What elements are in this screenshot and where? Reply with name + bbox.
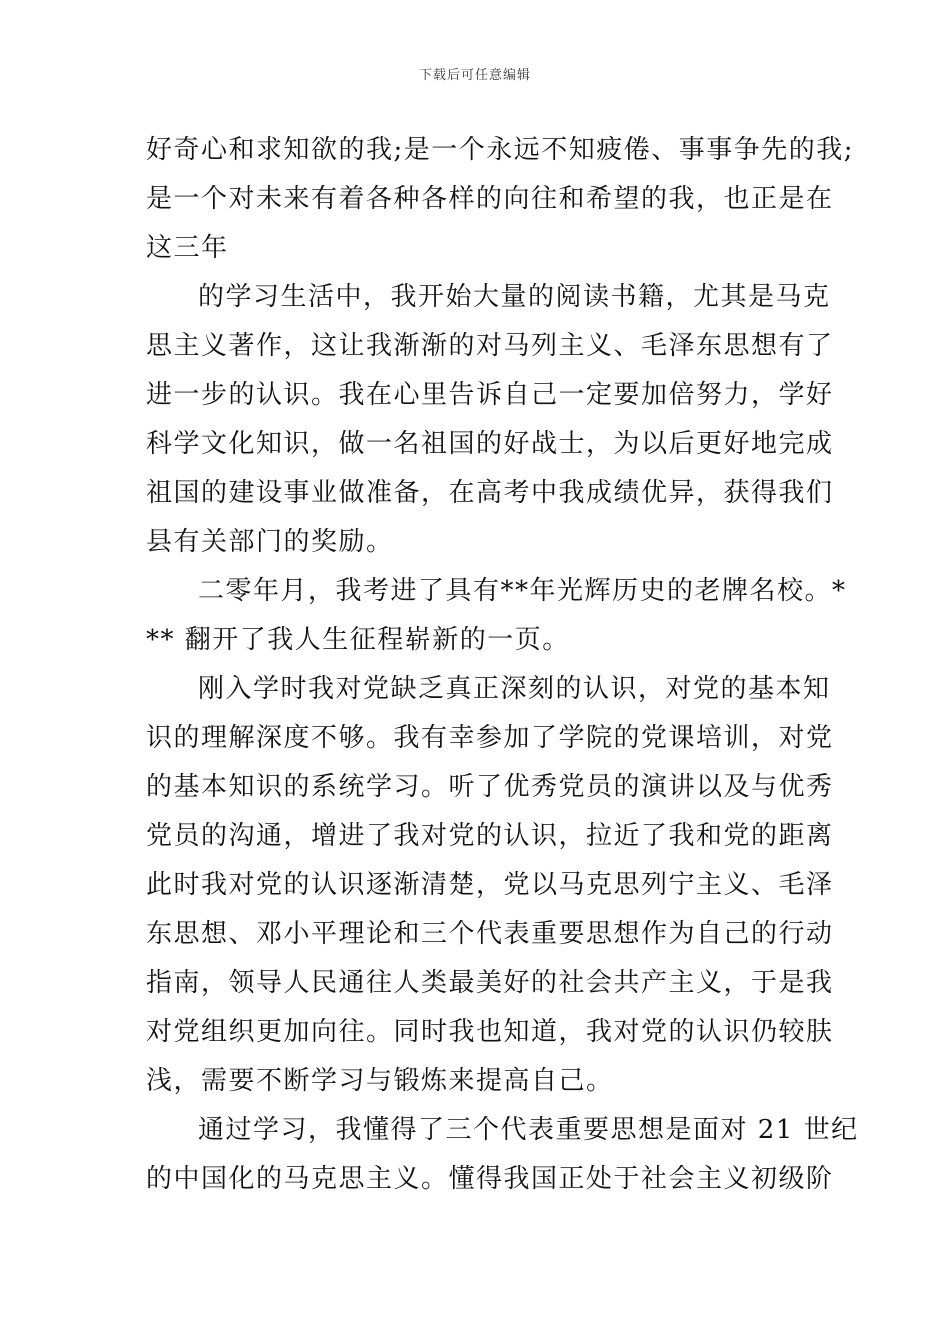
text-line: 对党组织更加向往。同时我也知道，我对党的认识仍较肤 [146,1017,834,1047]
text-line: 进一步的认识。我在心里告诉自己一定要加倍努力，学好 [146,380,834,410]
text-line: 刚入学时我对党缺乏真正深刻的认识，对党的基本知 [198,674,831,704]
text-line: 党员的沟通，增进了我对党的认识，拉近了我和党的距离 [146,821,834,851]
page-header: 下载后可任意编辑 [418,68,531,83]
text-line: 二零年月，我考进了具有**年光辉历史的老牌名校。* [198,576,847,606]
text-line: 县有关部门的奖励。 [146,527,394,557]
document-body [146,126,859,1204]
text-line: 识的理解深度不够。我有幸参加了学院的党课培训，对党 [146,723,834,753]
text-line: ** 翻开了我人生征程崭新的一页。 [146,625,570,655]
text-line: 此时我对党的认识逐渐清楚，党以马克思列宁主义、毛泽 [146,870,834,900]
text-line: 的中国化的马克思主义。懂得我国正处于社会主义初级阶 [146,1164,834,1194]
text-line: 祖国的建设事业做准备，在高考中我成绩优异，获得我们 [146,478,834,508]
text-line: 的学习生活中，我开始大量的阅读书籍，尤其是马克 [198,282,831,312]
text-line: 这三年 [146,233,229,263]
text-line: 思主义著作，这让我渐渐的对马列主义、毛泽东思想有了 [146,331,834,361]
text-line: 浅，需要不断学习与锻炼来提高自己。 [146,1066,614,1096]
text-line: 东思想、邓小平理论和三个代表重要思想作为自己的行动 [146,919,834,949]
text-line: 的基本知识的系统学习。听了优秀党员的演讲以及与优秀 [146,772,834,802]
text-line: 是一个对未来有着各种各样的向往和希望的我，也正是在 [146,184,834,214]
text-line: 科学文化知识，做一名祖国的好战士，为以后更好地完成 [146,429,834,459]
text-line: 通过学习，我懂得了三个代表重要思想是面对 21 世纪 [198,1115,859,1145]
text-line: 好奇心和求知欲的我;是一个永远不知疲倦、事事争先的我; [146,135,855,165]
text-line: 指南，领导人民通往人类最美好的社会共产主义，于是我 [146,968,834,998]
